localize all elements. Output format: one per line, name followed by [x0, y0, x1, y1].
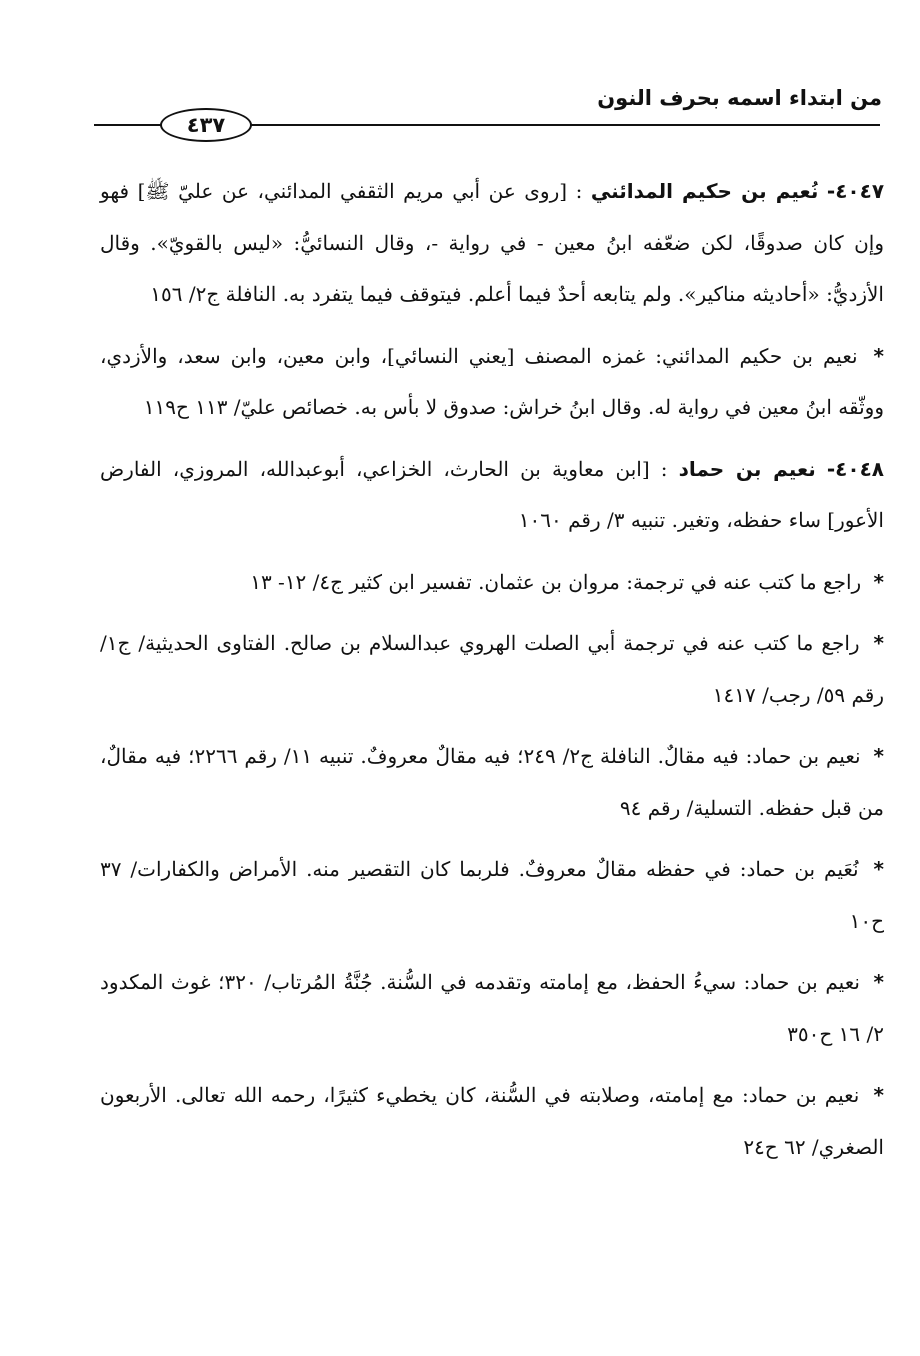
- asterisk-marker: *: [873, 857, 885, 881]
- note-paragraph: [100, 844, 884, 947]
- page-body: [100, 166, 884, 1183]
- narrator-name: نعيم بن حماد: [678, 456, 816, 481]
- entry-text: : [ابن معاوية بن الحارث، الخزاعي، أبوعبدالله، المروزي، الفارض الأعور] ساء حفظه، وتغير. تنبيه ٣/ رقم ١٠٦٠: [100, 456, 884, 532]
- note-text: نعيم بن حماد: فيه مقالٌ. النافلة ج٢/ ٢٤٩؛ فيه مقالٌ معروفٌ. تنبيه ١١/ رقم ٢٢٦٦؛ فيه مقالٌ، من قبل حفظه. التسلية/ رقم ٩٤: [100, 744, 884, 820]
- page-number-oval: ٤٣٧: [160, 108, 252, 142]
- asterisk-marker: *: [873, 744, 884, 768]
- note-text: نعيم بن حماد: مع إمامته، وصلابته في السُّنة، كان يخطيء كثيرًا، رحمه الله تعالى. الأربعون الصغري/ ٦٢ ح٢٤: [100, 1083, 884, 1159]
- entry-4047: [100, 166, 884, 321]
- note-paragraph: [100, 618, 884, 721]
- asterisk-marker: *: [873, 343, 884, 368]
- note-text: نعيم بن حكيم المدائني: غمزه المصنف [يعني النسائي]، وابن معين، وابن سعد، والأزدي، ووثّقه ابنُ معين في رواية له. وقال ابنُ خراش: صدوق لا بأس به. خصائص عليّ/ ١١٣ ح١١٩: [100, 343, 884, 419]
- asterisk-marker: *: [873, 631, 885, 655]
- entry-4048: [100, 444, 884, 547]
- asterisk-marker: *: [873, 1083, 884, 1107]
- entry-number: ٤٠٤٧-: [826, 179, 885, 203]
- note-paragraph: [100, 957, 884, 1060]
- entry-number: ٤٠٤٨-: [826, 456, 884, 481]
- note-text: راجع ما كتب عنه في ترجمة: مروان بن عثمان. تفسير ابن كثير ج٤/ ١٢- ١٣: [250, 569, 862, 594]
- asterisk-marker: *: [873, 569, 884, 594]
- note-paragraph: [100, 731, 884, 834]
- note-paragraph: [100, 331, 884, 434]
- running-title: من ابتداء اسمه بحرف النون: [597, 86, 882, 110]
- asterisk-marker: *: [873, 970, 884, 994]
- header-rule-left: [94, 124, 164, 126]
- note-paragraph: [100, 1070, 884, 1173]
- entry-text: : [روى عن أبي مريم الثقفي المدائني، عن عليّ ﷺ] فهو وإن كان صدوقًا، لكن ضعّفه ابنُ معين - في رواية -، وقال النسائيُّ: «ليس بالقويّ». وقال الأزديُّ: «أحاديثه مناكير». ولم يتابعه أحدٌ فيما أعلم. فيتوقف فيما يتفرد به. النافلة ج٢/ ١٥٦: [100, 179, 884, 306]
- note-text: نُعَيم بن حماد: في حفظه مقالٌ معروفٌ. فلربما كان التقصير منه. الأمراض والكفارات/ ٣٧ ح١٠: [100, 857, 884, 933]
- note-text: نعيم بن حماد: سيءُ الحفظ، مع إمامته وتقدمه في السُّنة. جُنَّةُ المُرتاب/ ٣٢٠؛ غوث المكدود ٢/ ١٦ ح٣٥٠: [100, 970, 884, 1046]
- note-text: راجع ما كتب عنه في ترجمة أبي الصلت الهروي عبدالسلام بن صالح. الفتاوى الحديثية/ ج١/ رقم ٥٩/ رجب/ ١٤١٧: [100, 631, 884, 707]
- note-paragraph: [100, 557, 884, 609]
- narrator-name: نُعيم بن حكيم المدائني: [590, 179, 819, 203]
